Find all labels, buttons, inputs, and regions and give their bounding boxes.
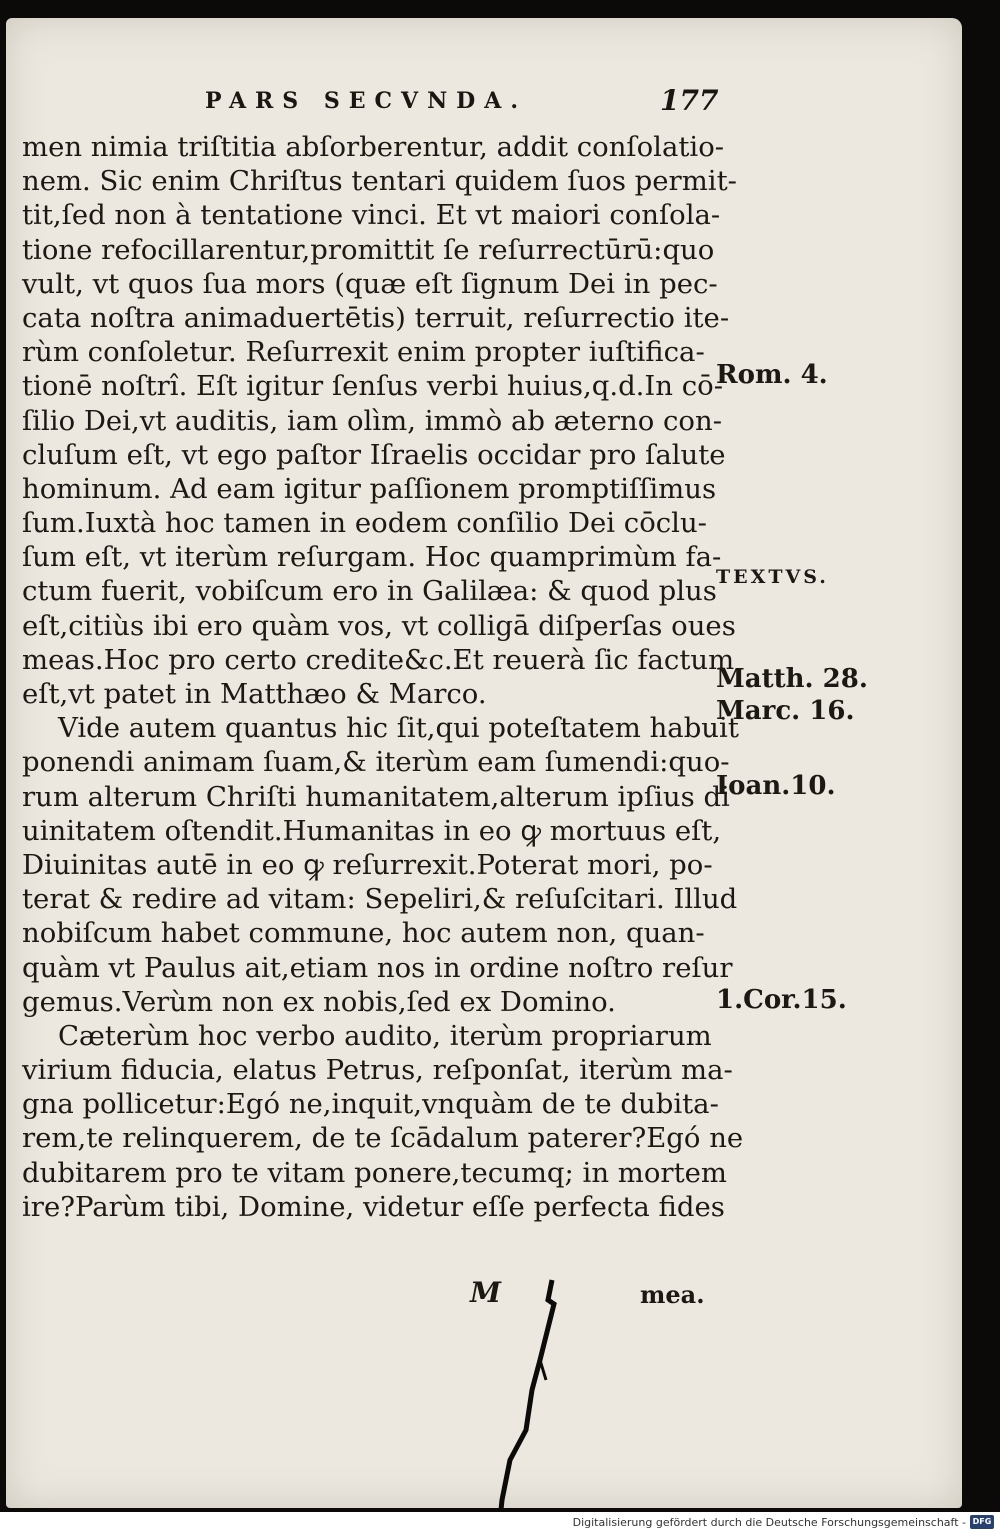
text-line: gemus.Verùm non ex nobis,ſed ex Domino. (22, 985, 616, 1018)
margin-note-rom: Rom. 4. (716, 360, 828, 390)
margin-note-cor: 1.Cor.15. (716, 985, 847, 1015)
page-number: 177 (660, 84, 719, 117)
text-line: virium fiducia, elatus Petrus, reſponſat, iterùm ma- (22, 1054, 733, 1087)
dfg-logo-icon: DFG (970, 1515, 994, 1529)
text-line: cluſum eſt, vt ego paſtor Iſraelis occidar pro ſalute (22, 438, 726, 471)
signature-mark: M (470, 1276, 501, 1309)
text-line: ſilio Dei,vt auditis, iam olìm, immò ab æterno con- (22, 404, 722, 437)
margin-note-ioan: Ioan.10. (716, 771, 836, 801)
text-line: ponendi animam ſuam,& iterùm eam ſumendi:quo- (22, 746, 730, 779)
text-line: ire?Parùm tibi, Domine, videtur eſſe perfecta fides (22, 1190, 725, 1223)
margin-note-marc: Marc. 16. (716, 696, 855, 726)
text-line: tionē noſtrî. Eſt igitur ſenſus verbi huius,q.d.In cō- (22, 370, 723, 403)
text-line: Vide autem quantus hic ſit,qui poteſtatem habuit (58, 712, 739, 745)
text-line: tione refocillarentur,promittit ſe reſurrectūrū:quo (22, 233, 715, 266)
margin-note-textus: TEXTVS. (716, 566, 829, 588)
text-line: tit,ſed non à tentatione vinci. Et vt maiori conſola- (22, 199, 721, 232)
running-title: PARS SECVNDA. (205, 88, 527, 114)
text-line: Diuinitas autē in eo ꝙ reſurrexit.Poterat mori, po- (22, 848, 713, 881)
text-line: gna pollicetur:Egó ne,inquit,vnquàm de te dubita- (22, 1088, 719, 1121)
text-line: cata noſtra animaduertētis) terruit, reſurrectio ite- (22, 301, 730, 334)
text-line: ctum fuerit, vobiſcum ero in Galilæa: & quod plus (22, 575, 717, 608)
text-line: vult, vt quos ſua mors (quæ eſt ſignum Dei in pec- (22, 267, 718, 300)
text-line: men nimia triſtitia abſorberentur, addit conſolatio- (22, 131, 725, 163)
running-head (205, 84, 719, 120)
text-line: nobiſcum habet commune, hoc autem non, quan- (22, 917, 705, 950)
text-line: hominum. Ad eam igitur paſſionem promptiſſimus (22, 472, 717, 505)
text-line: Cæterùm hoc verbo audito, iterùm propriarum (58, 1019, 712, 1052)
text-line: ſum eſt, vt iterùm reſurgam. Hoc quamprimùm fa- (22, 541, 722, 574)
text-line: uinitatem oſtendit.Humanitas in eo ꝙ mortuus eſt, (22, 814, 722, 847)
text-line: nem. Sic enim Chriſtus tentari quidem ſuos permit- (22, 165, 737, 198)
text-line: meas.Hoc pro certo credite&c.Et reuerà ſic factum (22, 643, 735, 676)
text-line: rem,te relinquerem, de te ſcādalum paterer?Egó ne (22, 1122, 744, 1155)
text-line: terat & redire ad vitam: Sepeliri,& reſuſcitari. Illud (22, 883, 738, 916)
text-line: eſt,citiùs ibi ero quàm vos, vt colligā diſperſas oues (22, 609, 736, 642)
catchword: mea. (640, 1280, 705, 1309)
text-line: dubitarem pro te vitam ponere,tecumq; in mortem (22, 1156, 727, 1189)
digitization-footer (0, 1512, 1000, 1534)
margin-note-matth: Matth. 28. (716, 664, 868, 694)
signature-line (470, 1276, 720, 1316)
text-line: ſum.Iuxtà hoc tamen in eodem conſilio Dei cōclu- (22, 507, 707, 540)
body-text (22, 130, 744, 1224)
footer-credit: Digitalisierung gefördert durch die Deutsche Forschungsgemeinschaft - (572, 1516, 966, 1529)
text-line: eſt,vt patet in Matthæo & Marco. (22, 678, 487, 710)
text-line: rùm conſoletur. Reſurrexit enim propter iuſtifica- (22, 336, 705, 369)
text-line: rum alterum Chriſti humanitatem,alterum ipſius di (22, 780, 730, 813)
text-line: quàm vt Paulus ait,etiam nos in ordine noſtro reſur (22, 951, 733, 984)
